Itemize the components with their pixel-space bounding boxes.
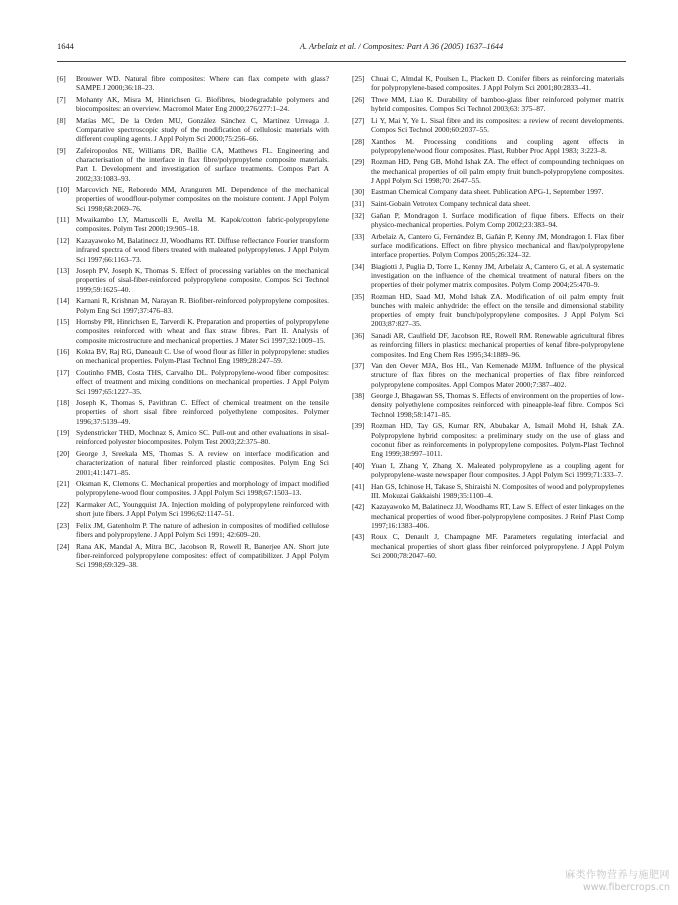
reference-number: [34] <box>352 261 365 271</box>
watermark-text: 麻类作物营养与施肥网 <box>565 870 670 881</box>
reference-text: Mwaikambo LY, Martuscelli E, Avella M. Kapok/cotton fabric-polypropylene composites. Polym Test 2000;19:905–18. <box>76 215 329 234</box>
reference-number: [30] <box>352 187 365 197</box>
reference-number: [23] <box>57 520 70 530</box>
reference-text: Eastman Chemical Company data sheet. Publication APG-1, September 1997. <box>371 187 604 197</box>
reference-text: Rana AK, Mandal A, Mitra BC, Jacobson R, Rowell R, Banerjee AN. Short jute fiber-reinforced polypropylene composites: effect of compatibilizer. J Appl Polym Sci 1998;69:329–38. <box>76 541 329 570</box>
reference-text: Hornsby PR, Hinrichsen E, Tarverdi K. Preparation and properties of polypropylene composites reinforced with wheat and flax straw fibres. Part II. Analysis of composite microstructure and mechanical properties. J Mater Sci 1997;32:1009–15. <box>76 317 329 345</box>
reference-item <box>352 232 624 260</box>
reference-number: [26] <box>352 94 365 104</box>
reference-item <box>352 199 624 208</box>
reference-text: Van den Oever MJA, Bos HL, Van Kemenade MJJM. Influence of the physical structure of flax fibres on the mechanical properties of flax fibre reinforced polypropylene composites. Appl Compos Mater 2000;7:387–402. <box>371 361 624 389</box>
reference-text: Coutinho FMB, Costa THS, Carvalho DL. Polypropylene-wood fiber composites: effect of treatment and mixing conditions on mechanical properties. J Appl Polym Sci 1997;65:1227–35. <box>76 368 329 396</box>
reference-text: Chuai C, Almdal K, Poulsen L, Plackett D. Conifer fibers as reinforcing materials for polypropylene-based composites. J Appl Polym Sci 2001;80:2833–41. <box>371 74 624 93</box>
reference-number: [35] <box>352 291 365 301</box>
reference-text: Thwe MM, Liao K. Durability of bamboo-glass fiber reinforced polymer matrix hybrid composites. Compos Sci Technol 2003;63: 375–87. <box>371 94 624 114</box>
reference-item <box>57 74 329 93</box>
reference-text: Zafeiropoulos NE, Williams DR, Baillie CA, Matthews FL. Engineering and characterisation of the interface in flax fibre/polypropylene composite materials. Part I. Development and investigation of surface treatments. Compos Part A 2002;33:1083–93. <box>76 145 329 183</box>
reference-number: [8] <box>57 115 66 125</box>
reference-item <box>352 421 624 458</box>
reference-text: Kazayawoko M, Balatinecz JJ, Woodhams RT, Law S. Effect of ester linkages on the mechanical properties of wood fiber-polypropylene composites. J Reinf Plast Comp 1997;16:1383–406. <box>371 502 624 530</box>
reference-number: [43] <box>352 532 365 542</box>
reference-number: [12] <box>57 236 70 246</box>
reference-text: Roux C, Denault J, Champagne MF. Parameters regulating interfacial and mechanical properties of short glass fiber reinforced polypropylene. J Appl Polym Sci 2000;78:2047–60. <box>371 532 624 560</box>
reference-text: Rozman HD, Tay GS, Kumar RN, Abubakar A, Ismail Mohd H, Ishak ZA. Polypropylene hybrid composites: a preliminary study on the use of glass and coconut fiber as reinforcements in polypropylene composites. Polym-Plast Technol Eng 1999;38:997–1011. <box>371 421 624 459</box>
reference-number: [22] <box>57 500 70 509</box>
reference-number: [9] <box>57 145 66 155</box>
reference-text: Oksman K, Clemons C. Mechanical properties and morphology of impact modified polypropylene-wood flour composites. J Appl Polym Sci 1998;67:1503–13. <box>76 479 329 498</box>
reference-text: Kazayawoko M, Balatinecz JJ, Woodhams RT. Diffuse reflectance Fourier transform infrared spectra of wood fibers treated with maleated polypropylenes. J Appl Polym Sci 1997;66:1163–73. <box>76 236 329 264</box>
reference-item <box>352 361 624 389</box>
reference-item <box>352 391 624 419</box>
reference-text: Joseph K, Thomas S, Pavithran C. Effect of chemical treatment on the tensile properties of short sisal fibre reinforced polyethylene composites. Polymer 1996;37:5139–49. <box>76 398 329 426</box>
reference-number: [11] <box>57 215 70 225</box>
reference-text: Mohanty AK, Misra M, Hinrichsen G. Biofibres, biodegradable polymers and biocomposites: an overview. Macromol Mater Eng 2000;276/277:1–24. <box>76 94 329 114</box>
watermark-url: www.fibercrops.cn <box>583 882 670 893</box>
reference-number: [17] <box>57 368 70 378</box>
reference-item <box>57 449 329 477</box>
running-header <box>57 40 626 54</box>
reference-number: [42] <box>352 502 365 512</box>
reference-number: [15] <box>57 317 70 327</box>
reference-item <box>57 296 329 315</box>
reference-item <box>57 95 329 114</box>
reference-item <box>352 74 624 93</box>
reference-item <box>352 116 624 135</box>
reference-text: Yuan I, Zhang Y, Zhang X. Maleated polypropylene as a coupling agent for polypropylene-waste newspaper flour composites. J Appl Polym Sci 1999;71:333–7. <box>371 460 624 479</box>
reference-number: [31] <box>352 199 365 209</box>
reference-item <box>57 146 329 183</box>
reference-item <box>352 157 624 185</box>
reference-text: Han GS, Ichinose H, Takase S, Shiraishi N. Composites of wood and polypropylenes III. Mokuzai Gakkaishi 1989;35:1100–4. <box>371 481 625 500</box>
reference-item <box>352 482 624 501</box>
reference-number: [25] <box>352 74 365 83</box>
reference-number: [24] <box>57 541 70 551</box>
reference-item <box>352 187 624 196</box>
reference-text: Xanthos M. Processing conditions and coupling agent effects in polypropylene/wood flour composites. Plast, Rubber Proc Appl 1983; 3:223–8. <box>371 136 624 155</box>
reference-number: [36] <box>352 331 365 341</box>
reference-number: [29] <box>352 157 365 167</box>
reference-number: [10] <box>57 185 70 195</box>
reference-item <box>352 461 624 480</box>
reference-item <box>352 95 624 114</box>
reference-item <box>57 236 329 264</box>
reference-number: [7] <box>57 94 66 104</box>
reference-text: Kokta BV, Raj RG, Daneault C. Use of wood flour as filler in polypropylene: studies on mechanical properties. Polym-Plast Technol Eng 1989;28:247–59. <box>76 347 329 366</box>
reference-number: [32] <box>352 210 365 220</box>
reference-number: [16] <box>57 347 70 357</box>
reference-item <box>352 292 624 329</box>
reference-text: Marcovich NE, Reboredo MM, Aranguren MI. Dependence of the mechanical properties of woodflour-polymer composites on the moisture content. J Appl Polym Sci 1998;68:2069–76. <box>76 185 329 213</box>
reference-item <box>57 215 329 234</box>
reference-number: [27] <box>352 115 365 125</box>
reference-number: [14] <box>57 296 70 306</box>
reference-item <box>352 262 624 290</box>
reference-number: [13] <box>57 266 70 276</box>
reference-item <box>352 331 624 359</box>
reference-item <box>352 502 624 530</box>
reference-number: [40] <box>352 460 365 470</box>
reference-number: [19] <box>57 428 70 438</box>
reference-item <box>352 211 624 230</box>
reference-item <box>57 266 329 294</box>
reference-item <box>57 428 329 447</box>
reference-text: Felix JM, Gatenholm P. The nature of adhesion in composites of modified cellulose fibers and polypropylene. J Appl Polym Sci 1991; 42:609–20. <box>76 520 329 540</box>
header-rule <box>57 61 626 62</box>
reference-number: [20] <box>57 449 70 459</box>
reference-number: [28] <box>352 136 365 146</box>
reference-item <box>57 398 329 426</box>
reference-text: Saint-Gobain Vetrotex Company technical data sheet. <box>371 199 531 209</box>
reference-text: Sydenstricker THD, Mochnaz S, Amico SC. Pull-out and other evaluations in sisal-reinforced polyester biocomposites. Polym Test 2003;22:375–80. <box>76 428 329 447</box>
reference-item <box>57 368 329 396</box>
reference-text: Sanadi AR, Caulfield DF, Jacobson RE, Rowell RM. Renewable agricultural fibres as reinforcing fillers in plastics: mechanical properties of kenaf fibre-polypropylene composites. Ind Eng Chem Res 1995;34:1889–96. <box>371 331 624 359</box>
reference-number: [6] <box>57 74 66 83</box>
reference-number: [18] <box>57 398 70 408</box>
reference-item <box>57 347 329 366</box>
reference-number: [38] <box>352 391 365 401</box>
reference-item <box>57 542 329 570</box>
reference-text: Rozman HD, Saad MJ, Mohd Ishak ZA. Modification of oil palm empty fruit bunches with maleic anhydride: the effect on the tensile and dimensional stability properties of empty fruit bunch/polypropylene composites. J Appl Polym Sci 2003;87:827–35. <box>371 291 624 329</box>
reference-item <box>57 500 329 519</box>
reference-item <box>57 521 329 540</box>
reference-text: Matías MC, De la Orden MU, González Sánchez C, Martínez Urreaga J. Comparative spectroscopic study of the modification of cellulosic materials with different coupling agents. J Appl Polym Sci 2000;75:256–66. <box>76 115 329 144</box>
reference-text: Karnani R, Krishnan M, Narayan R. Biofiber-reinforced polypropylene composites. Polym Eng Sci 1997;37:476–83. <box>76 296 329 315</box>
site-watermark <box>565 870 670 894</box>
reference-number: [41] <box>352 481 365 491</box>
references-column-left <box>57 74 329 572</box>
reference-item <box>57 185 329 213</box>
reference-item <box>57 116 329 144</box>
page-number: 1644 <box>57 42 74 51</box>
reference-number: [37] <box>352 361 365 371</box>
reference-item <box>352 137 624 156</box>
reference-text: Brouwer WD. Natural fibre composites: Where can flax compete with glass? SAMPE J 2000;36:18–23. <box>76 74 329 93</box>
reference-item <box>57 479 329 498</box>
reference-text: Li Y, Mai Y, Ye L. Sisal fibre and its composites: a review of recent developments. Compos Sci Technol 2000;60:2037–55. <box>371 115 624 134</box>
reference-item <box>57 317 329 345</box>
reference-item <box>352 532 624 560</box>
reference-number: [33] <box>352 231 365 241</box>
reference-text: Rozman HD, Peng GB, Mohd Ishak ZA. The effect of compounding techniques on the mechanical properties of oil palm empty fruit bunch-polypropylene composites. J Appl Polym Sci 1998;70: 2647–55. <box>371 157 624 185</box>
reference-text: Karmaker AC, Youngquist JA. Injection molding of polypropylene reinforced with short jute fibers. J Appl Polym Sci 1996;62:1147–51. <box>76 500 329 519</box>
journal-citation: A. Arbelaiz et al. / Composites: Part A 36 (2005) 1637–1644 <box>299 42 504 51</box>
reference-text: George J, Sreekala MS, Thomas S. A review on interface modification and characterization of natural fiber reinforced plastic composites. Polym Eng Sci 2001;41:1471–85. <box>76 449 329 477</box>
references-column-right <box>352 74 624 563</box>
reference-number: [39] <box>352 421 365 431</box>
reference-number: [21] <box>57 479 70 489</box>
reference-text: Joseph PV, Joseph K, Thomas S. Effect of processing variables on the mechanical properties of sisal-fiber-reinforced polypropylene composite. Compos Sci Technol 1999;59:1625–40. <box>76 266 329 294</box>
reference-text: George J, Bhagawan SS, Thomas S. Effects of environment on the properties of low-density polyethylene composites reinforced with pineapple-leaf fibre. Compos Sci Technol 1998;58:1471–85. <box>371 391 624 419</box>
reference-text: Gañan P, Mondragon I. Surface modification of fique fibers. Effects on their physico-mechanical properties. Polym Comp 2002;23:383–94. <box>371 210 624 229</box>
reference-text: Biagiotti J, Puglia D, Torre L, Kenny JM, Arbelaiz A, Cantero G, et al. A systematic investigation on the influence of the chemical treatment of natural fibers on the properties of their polymer matrix composites. Polym Comp 2004;25:470–9. <box>371 261 624 290</box>
reference-text: Arbelaiz A, Cantero G, Fernández B, Gañán P, Kenny JM, Mondragon I. Flax fiber surface modifications. Effect on fibre physico mechanical and flax/polypropylene interface properties. Polym Compos 2005;26:324–32. <box>371 231 624 259</box>
